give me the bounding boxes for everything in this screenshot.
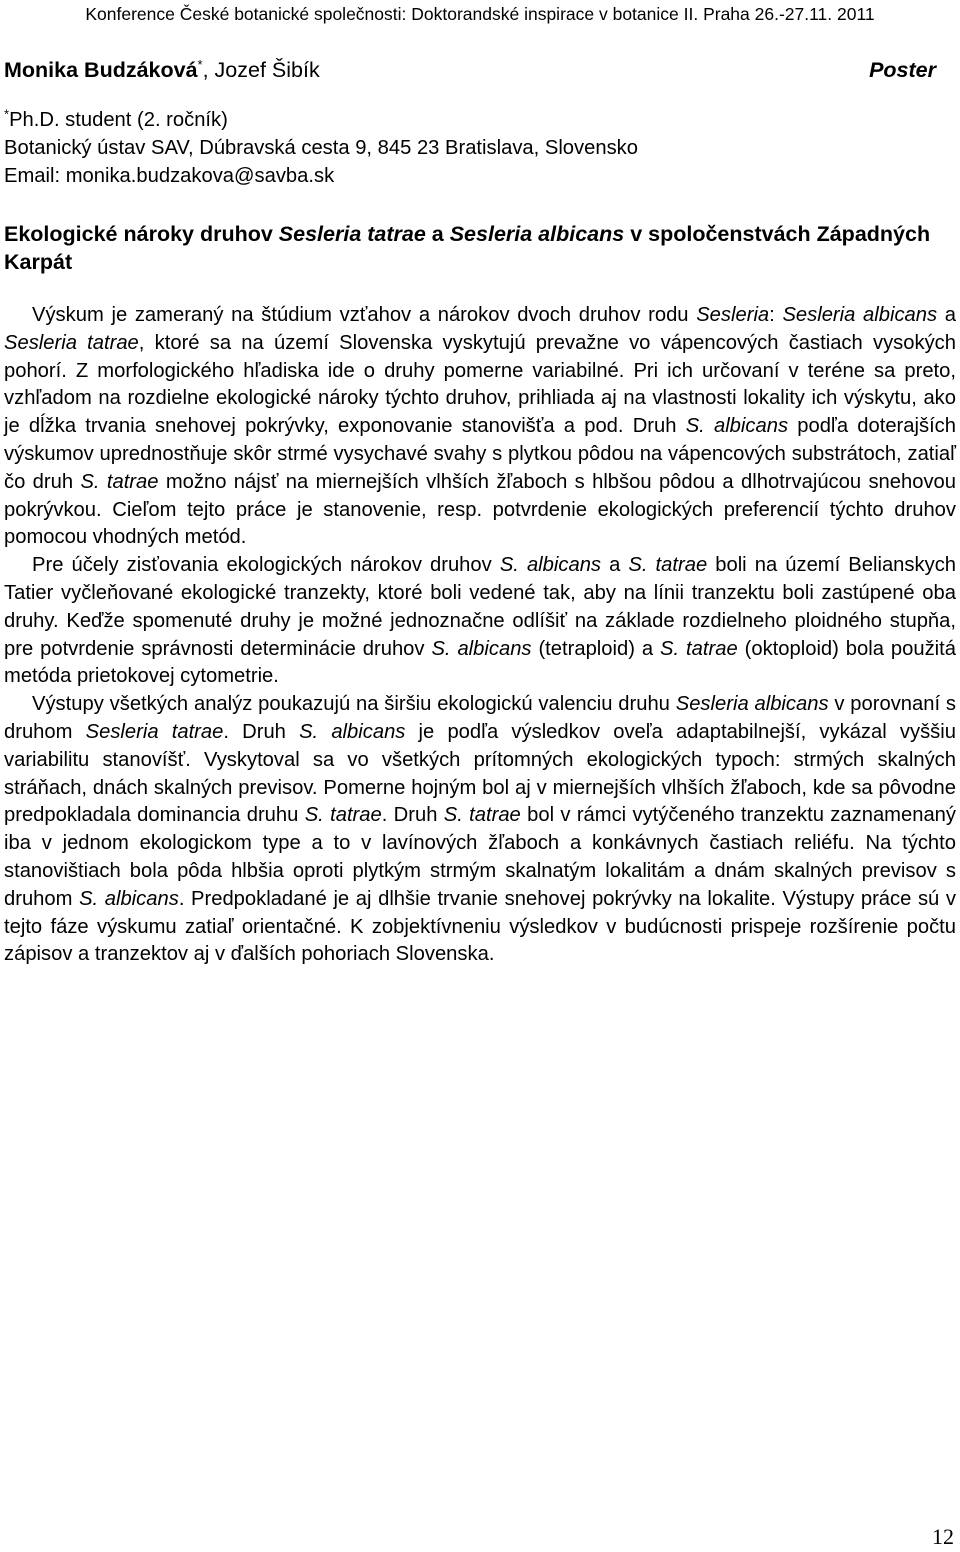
text: Pre účely zisťovania ekologických nárokov druhov bbox=[32, 554, 500, 577]
title-part: v spoločenstvách Západných Karpát bbox=[4, 222, 931, 274]
species-name: Sesleria albicans bbox=[782, 304, 938, 326]
species-name: S. tatrae bbox=[304, 804, 382, 827]
authors bbox=[4, 58, 320, 83]
student-status: Ph.D. student (2. ročník) bbox=[9, 109, 228, 131]
species-name: S. albicans bbox=[79, 887, 179, 910]
species-name: S. tatrae bbox=[80, 470, 159, 493]
text: a bbox=[937, 304, 957, 326]
student-line bbox=[4, 106, 944, 134]
species-name: S. albicans bbox=[431, 637, 532, 660]
co-authors: , Jozef Šibík bbox=[202, 58, 320, 82]
paragraph-1 bbox=[4, 302, 956, 552]
first-author: Monika Budzáková bbox=[4, 58, 198, 82]
species-name: Sesleria tatrae bbox=[4, 331, 139, 354]
text: Výskum je zameraný na štúdium vzťahov a nárokov dvoch druhov rodu bbox=[32, 304, 697, 326]
species-name: S. albicans bbox=[499, 554, 602, 577]
title-part: Ekologické nároky druhov bbox=[4, 222, 279, 246]
species-name: S. tatrae bbox=[660, 637, 738, 660]
student-mark: * bbox=[4, 106, 10, 122]
conference-header: Konference České botanické společnosti: Doktorandské inspirace v botanice II. Praha 26.-27.11. 2011 bbox=[85, 4, 875, 24]
text: . Predpokladané je aj dlhšie trvanie snehovej pokrývky na lokalite. Výstupy práce sú v tejto fáze výskumu zatiaľ orientačné. K zobjektívneniu výsledkov v budúcnosti prispeje rozšírenie počtu zápisov a tranzektov aj v ďalších pohoriach Slovenska. bbox=[4, 887, 956, 966]
text: . Druh bbox=[381, 804, 444, 827]
text: , ktoré sa na území Slovenska vyskytujú prevažne vo vápencových častiach vysokých pohorí. Z morfologického hľadiska ide o druhy pomerne variabilné. Pri ich určovaní v teréne sa preto, vzhľadom na rozdielne ekologické nároky týchto druhov, prihliada aj na vlastnosti lokality ich výskytu, ako je dĺžka trvania snehovej pokrývky, exponovanie stanovišťa a pod. Druh bbox=[4, 331, 956, 438]
abstract-body bbox=[4, 302, 956, 969]
species-name: S. albicans bbox=[299, 720, 406, 743]
paragraph-3 bbox=[4, 691, 956, 969]
text: (oktoploid) bola použitá metóda prietokovej cytometrie. bbox=[4, 637, 957, 688]
species-name: Sesleria albicans bbox=[675, 693, 829, 716]
species-name: S. tatrae bbox=[628, 554, 708, 577]
title-species: Sesleria tatrae bbox=[278, 222, 426, 246]
title-species: Sesleria albicans bbox=[449, 222, 625, 246]
presentation-type: Poster bbox=[869, 58, 936, 82]
text: (tetraploid) a bbox=[531, 637, 661, 660]
text: v porovnaní s druhom bbox=[4, 693, 956, 743]
text: bol v rámci vytýčeného tranzektu zaznamenaný iba v jednom ekologickom type a to v lavínových žľaboch a konkávnych častiach reliéfu. Na týchto stanovištiach bola pôda hlbšia oproti plytkým strmým skalnatým lokalitám a dnám skalných previsov s druhom bbox=[4, 804, 956, 910]
species-name: Sesleria tatrae bbox=[85, 720, 224, 743]
affiliation bbox=[4, 106, 944, 190]
institution-address: Botanický ústav SAV, Dúbravská cesta 9, 845 23 Bratislava, Slovensko bbox=[4, 137, 639, 159]
text: . Druh bbox=[223, 720, 300, 743]
paragraph-2 bbox=[4, 552, 956, 691]
text: boli na území Belianskych Tatier vyčleňované ekologické tranzekty, ktoré boli vedené tak, aby na línii tranzektu boli zastúpené oba druhy. Keďže spomenuté druhy je možné jednoznačne odlíšiť na základe rozdielneho ploidného stupňa, pre potvrdenie správnosti determinácie druhov bbox=[4, 554, 957, 660]
text: podľa doterajších výskumov uprednostňuje skôr strmé vysychavé svahy s plytkou pôdou na vápencových substrátoch, zatiaľ čo druh bbox=[4, 415, 957, 493]
page-number: 12 bbox=[932, 1524, 954, 1549]
text: možno nájsť na miernejších vlhších žľaboch s hlbšou pôdou a dlhotrvajúcou snehovou pokrývkou. Cieľom tejto práce je stanovenie, resp. potvrdenie ekologických preferencií týchto druhov pomocou vhodných metód. bbox=[4, 470, 956, 549]
species-name: S. albicans bbox=[685, 415, 789, 438]
first-author-mark: * bbox=[197, 56, 203, 72]
text: je podľa výsledkov oveľa adaptabilnejší, vykázal vyššiu variabilitu stanovíšť. Vyskytoval sa vo všetkých prítomných ekologických typoch: strmých skalných stráňach, dnách skalných previsov. Pomerne hojným bol aj v miernejších vlhších žľaboch, kde sa pôvodne predpokladala dominancia druhu bbox=[4, 720, 956, 827]
abstract-title bbox=[4, 220, 944, 276]
authors-row bbox=[4, 58, 936, 86]
text: Výstupy všetkých analýz poukazujú na širšiu ekologickú valenciu druhu bbox=[32, 693, 676, 716]
species-name: Sesleria bbox=[696, 304, 770, 326]
email: Email: monika.budzakova@savba.sk bbox=[4, 165, 335, 187]
text: a bbox=[601, 554, 629, 577]
title-part: a bbox=[425, 222, 450, 246]
text: : bbox=[769, 304, 783, 326]
species-name: S. tatrae bbox=[443, 804, 521, 827]
